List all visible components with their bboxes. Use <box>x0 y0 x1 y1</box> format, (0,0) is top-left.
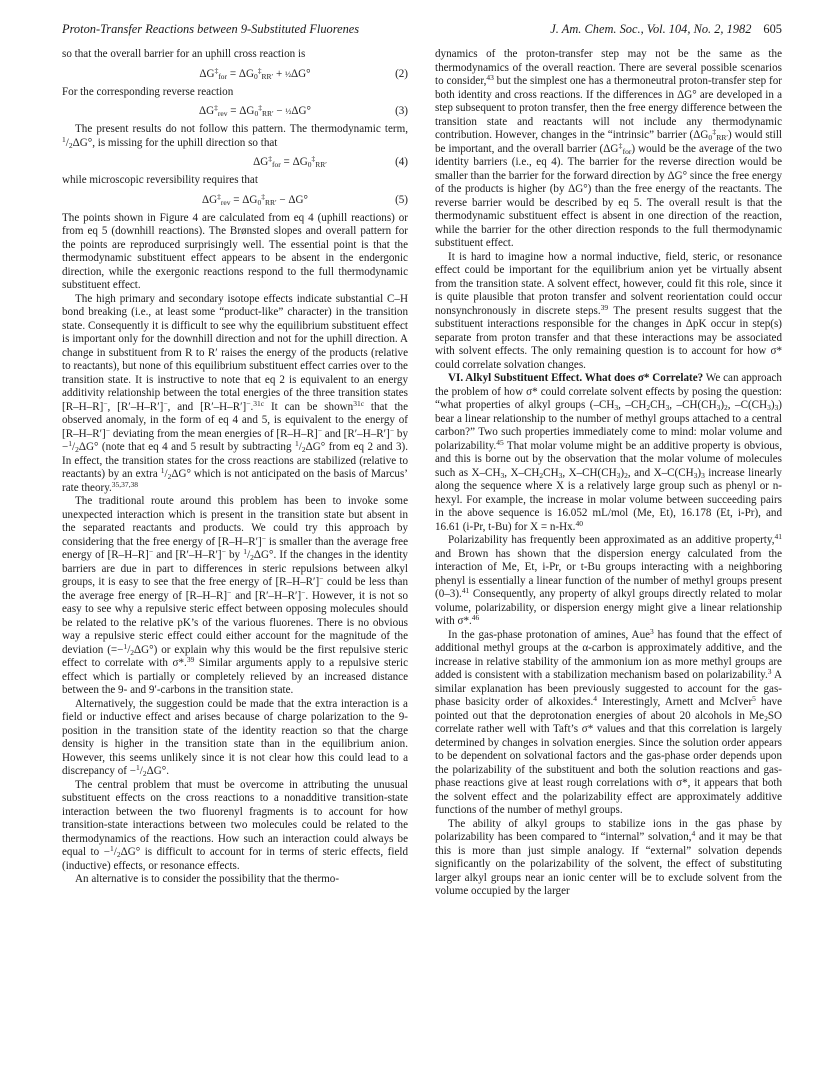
paragraph: The high primary and secondary isotope effects indicate substantial C–H bond breaking (i.e., at least some “product-like” character) in the transition state. Consequently it is difficult to see why the equilibrium substituent effect is important only for the downhill direction and not for the uphill direction. A change in substituent from R to R′ raises the energy of the products (relative to reactants), but none of this equilibrium substituent effect carries over to the transition state. It is instructive to note that eq 2 is equivalent to an energy additivity relationship between the total energies of the three transition states [R–H–R]−, [R′–H–R′]−, and [R′–H–R′]−.$^{31c}$ It can be shown$^{31c}$ that the observed anomaly, in the form of eq 4 and 5, is equivalent to the energy of [R–H–R′]− deviating from the mean energies of [R–H–R]− and [R′–H–R′]− by $-^1/_2\Delta G^\circ$ (note that eq 4 and 5 result by subtracting $^1/_2\Delta G^\circ$ from eq 2 and 3). In effect, the transition states for the cross reactions are stabilized (relative to reactants) by an extra $^1/_2\Delta G^\circ$ which is not anticipated on the basis of Marcus’ rate theory.$^{35,37,38}$ <box>62 292 409 494</box>
paragraph: The ability of alkyl groups to stabilize ions in the gas phase by polarizability has been compared to “internal” solvation,$^4$ and it may be that this is more than just simple analogy. If “external” solvation depends significantly on the polarizability of the solvent, the effect of substituting larger alkyl groups near an ionic center will be to exclude solvent from the volume occupied by the larger <box>435 817 782 897</box>
page-number: 605 <box>763 22 782 36</box>
paragraph: The traditional route around this problem has been to invoke some unexpected interaction which is present in the transition state but absent in the separated reactants and products. We could try this approach by considering that the free energy of [R–H–R′]− is smaller than the average free energy of [R–H–R]− and [R′–H–R′]− by $^1/_2\Delta G^\circ$. If the changes in the identity barriers are due in part to differences in steric repulsions between alkyl groups, it is easy to see that the free energy of [R–H–R′]− could be less than the average free energy of [R–H–R]− and [R′–H–R′]−. However, it is not so easy to see why a repulsive steric effect between opposing molecules should be related to the relative pK’s of the various fluorenes. There is no obvious way a repulsive steric effect could either account for the magnitude of the deviation $(=-^1/_2\Delta G^\circ)$ or explain why this would be the first repulsive steric effect to correlate with σ*.$^{39}$ Similar arguments apply to a repulsive steric effect which is partially or completely relieved by an increased distance between the 9- and 9′-carbons in the transition state. <box>62 495 409 696</box>
paragraph: The points shown in Figure 4 are calculated from eq 4 (uphill reactions) or from eq 5 (downhill reactions). The Brønsted slopes and overall pattern for the points are reproduced surprisingly well. The essential point is that the thermodynamic substituent effect appears to be absent in the endergonic direction, while the exergonic reactions respond to the full thermodynamic substituent effect. <box>62 211 408 291</box>
paragraph: while microscopic reversibility requires that <box>62 174 258 186</box>
paragraph: An alternative is to consider the possibility that the thermo- <box>75 873 340 885</box>
running-header <box>62 22 782 40</box>
journal-citation: J. Am. Chem. Soc., Vol. 104, No. 2, 1982 605 <box>550 22 782 36</box>
running-title: Proton-Transfer Reactions between 9-Substituted Fluorenes <box>62 22 360 36</box>
equation-2: $\Delta G^\ddagger_{for} = \Delta G_0^\ddagger_{RR'}$ + ½ΔG° (2) <box>199 65 408 81</box>
paragraph: It is hard to imagine how a normal inductive, field, steric, or resonance effect could be important for the equilibrium anion yet be virtually absent from the transition state. A solvent effect, however, could fit this role, since it is quite plausible that proton transfer and solvent reorientation could occur nonsynchronously in discrete steps.$^{39}$ The present results suggest that the substituent interactions responsible for the changes in ΔpK occur in step(s) separate from proton transfer and that these interactions may be associated with solvent effects. The only remaining question is to account for how σ* could correlate solvation changes. <box>435 250 783 371</box>
paragraph: Polarizability has frequently been approximated as an additive property,$^{41}$ and Brown has shown that the dispersion energy calculated from the interaction of Me, Et, i-Pr, or t-Bu groups interacting with a neighboring phenyl is essentially a linear function of the number of methyl groups present (0–3).$^{41}$ Consequently, any property of alkyl groups directly related to molar volume, polarizability, or dispersion energy might give a linear relationship with σ*.$^{46}$ <box>435 532 782 627</box>
paragraph: For the corresponding reverse reaction <box>62 85 234 98</box>
paragraph: Alternatively, the suggestion could be made that the extra interaction is a field or inductive effect and arises because of charge polarization to the 9-position in the transition state of the identity reaction so that the charge density is higher in the transition state than in the equilibrium anion. However, this seems unlikely since it is not clear how this could lead to a discrepancy of $-^1/_2\Delta G^\circ$. <box>62 697 408 778</box>
paragraph: The present results do not follow this pattern. The thermodynamic term, $^1/_2\Delta G^\circ$, is missing for the uphill direction so that <box>62 123 408 150</box>
equation-3: $\Delta G^\ddagger_{rev} = \Delta G_0^\ddagger_{RR'}$ − ½ΔG° (3) <box>199 103 408 118</box>
equation-5: $\Delta G^\ddagger_{rev} = \Delta G_0^\ddagger_{RR'} - \Delta G^\circ$ (5) <box>202 191 408 207</box>
right-column <box>435 48 782 899</box>
section-heading: VI. Alkyl Substituent Effect. What does σ* Correlate? <box>448 372 704 384</box>
equation-4: $\Delta G^\ddagger_{for} = \Delta G_0^\ddagger_{RR'}$ (4) <box>253 154 408 169</box>
paragraph: dynamics of the proton-transfer step may not be the same as the thermodynamics of the overall reaction. There are several possible scenarios to consider,$^{43}$ but the simplest one has a thermoneutral proton-transfer step for both identity and cross reactions. If the differences in ΔG° are developed in a step subsequent to proton transfer, then the free energy difference between the transition state and reactants will not include any thermodynamic contribution. However, changes in the “intrinsic” barrier $(\Delta G_0^\ddagger_{RR'})$ would still be important, and the overall barrier $(\Delta G^\ddagger_{for})$ would be the average of the two identity barriers (i.e., eq 4). The barrier for the reverse direction would be smaller than the barrier for the forward direction by ΔG° since the free energy of the products is higher (by ΔG°) than the free energy of the reactants. The reverse barrier would be described by eq 5. The overall result is that the thermodynamic substituent effect is absent in one direction of the reaction, while the barrier for the other direction responds to the full thermodynamic substituent effect. <box>435 48 783 249</box>
paragraph: In the gas-phase protonation of amines, Aue$^3$ has found that the effect of additional methyl groups at the α-carbon is approximately additive, and the increase in relative stability of the ammonium ion as more methyl groups are added is consistent with a stabilization mechanism based on polarizability.$^3$ A similar explanation has been previously suggested to account for the gas-phase basicity order of alkoxides.$^4$ Interestingly, Arnett and McIver$^5$ have pointed out that the deprotonation energies of about 20 alcohols in $Me_2SO$ correlate rather well with Taft’s σ* values and that this correlation is largely determined by changes in solvation energies. Since the solution order appears to be dependent on solvational factors and the gas-phase order depends upon the polarizability of the substituent and both the solution reactions and gas-phase reactions give at least rough correlations with σ*, it appears that both the solvent effect and the polarizability effect are approximately additive functions of the number of methyl groups. <box>435 626 782 816</box>
paragraph: so that the overall barrier for an uphill cross reaction is <box>62 48 306 60</box>
left-column <box>62 48 408 887</box>
paragraph: The central problem that must be overcome in attributing the unusual substituent effects on the cross reactions to a nonadditive transition-state interaction between the two fluorenyl fragments is to account for how transition-state interactions between two molecules could be related to the thermodynamics of the reactions. How such an interaction could always be equal to $-^1/_2\Delta G^\circ$ is difficult to account for in terms of steric effects, field (inductive) effects, or resonance effects. <box>62 778 408 872</box>
paragraph: VI. Alkyl Substituent Effect. What does σ* Correlate? We can approach the problem of how σ* could correlate solvent effects by posing the question: “what properties of alkyl groups ($-CH_3$, $-CH_2CH_3$, $-CH(CH_3)_2$, $-C(CH_3)_3$) bear a linear relationship to the number of methyl groups attached to a central carbon?” Two such properties immediately come to mind: molar volume and polarizability.$^{45}$ That molar volume might be an additive property is obvious, and this is borne out by the observation that the molar volume of molecules such as $X-CH_3$, $X-CH_2CH_3$, $X-CH(CH_3)_2$, and $X-C(CH_3)_3$ increase linearly along the sequence where X is a relatively large group such as phenyl or n-hexyl. For example, the increase in molar volume between succeeding pairs in the above sequence is 16.052 mL/mol (Me, Et), 16.178 (Et, i-Pr), and 16.61 (i-Pr, t-Bu) for X = n-Hx.$^{40}$ <box>435 372 782 533</box>
